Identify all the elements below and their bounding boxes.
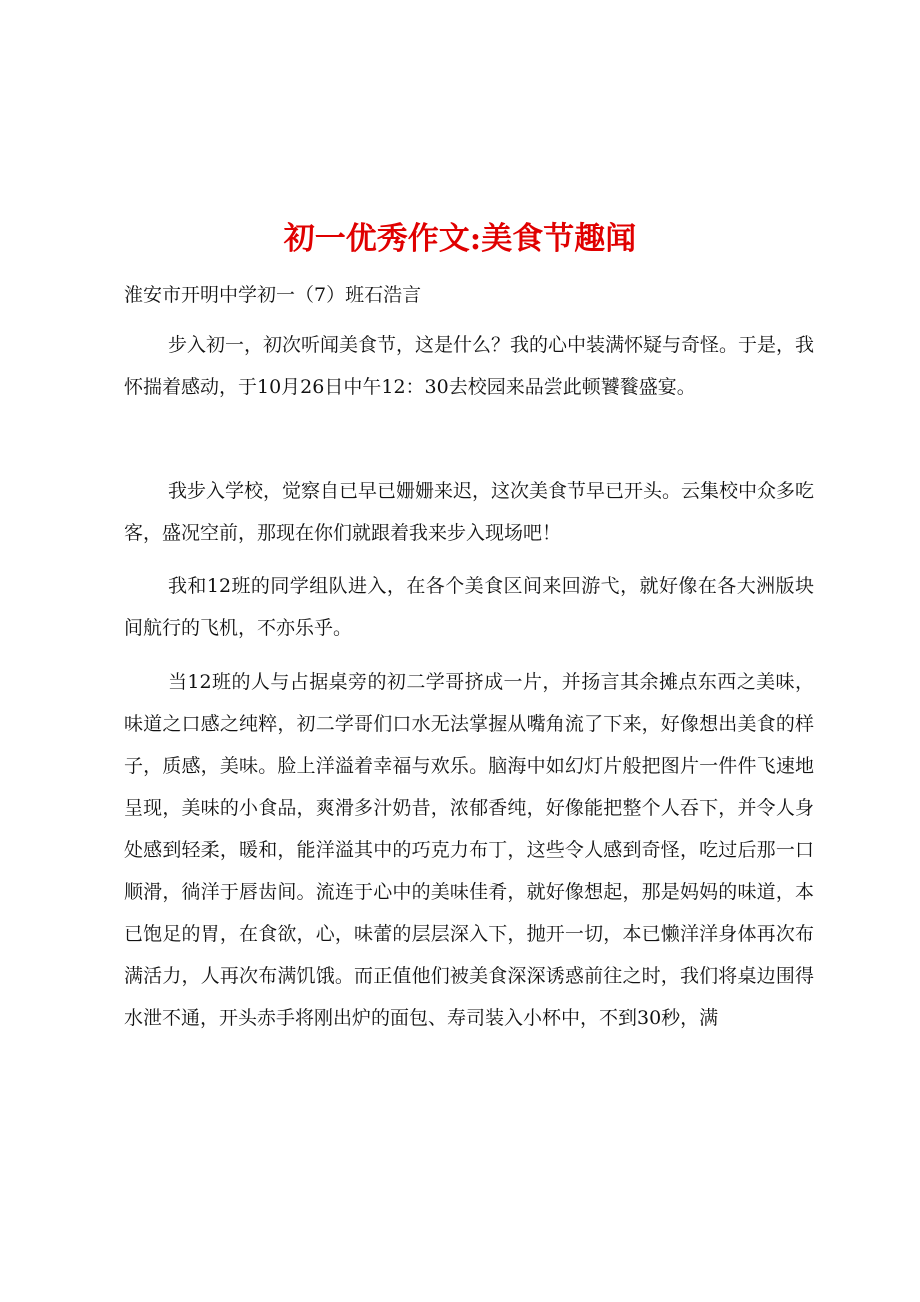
page-title: 初一优秀作文:美食节趣闻: [283, 220, 637, 257]
paragraph-2: 我步入学校，觉察自已早已姗姗来迟，这次美食节早已开头。云集校中众多吃客，盛况空前，那现在你们就跟着我来步入现场吧！: [124, 480, 815, 544]
paragraph-3: 我和12班的同学组队进入，在各个美食区间来回游弋，就好像在各大洲版块间航行的飞机，不亦乐乎。: [124, 575, 814, 639]
paragraph-4: 当12班的人与占据桌旁的初二学哥挤成一片，并扬言其余摊点东西之美味，味道之口感之纯粹，初二学哥们口水无法掌握从嘴角流了下来，好像想出美食的样子，质感，美味。脸上洋溢着幸福与欢乐。脑海中如幻灯片般把图片一件件飞速地呈现，美味的小食品，爽滑多汁奶昔，浓郁香纯，好像能把整个人吞下，并令人身处感到轻柔，暖和，能洋溢其中的巧克力布丁，这些令人感到奇怪，吃过后那一口顺滑，徜洋于唇齿间。流连于心中的美味佳肴，就好像想起，那是妈妈的味道，本已饱足的胃，在食欲，心，味蕾的层层深入下，抛开一切，本已懒洋洋身体再次布满活力，人再次布满饥饿。而正值他们被美食深深诱惑前往之时，我们将桌边围得水泄不通，开头赤手将刚出炉的面包、寿司装入小杯中，不到30秒，满: [124, 671, 814, 1029]
paragraph-1: 步入初一，初次听闻美食节，这是什么？我的心中装满怀疑与奇怪。于是，我怀揣着感动，于10月26日中午12：30去校园来品尝此顿饕餮盛宴。: [124, 334, 815, 398]
author-line: 淮安市开明中学初一（7）班石浩言: [124, 284, 422, 306]
